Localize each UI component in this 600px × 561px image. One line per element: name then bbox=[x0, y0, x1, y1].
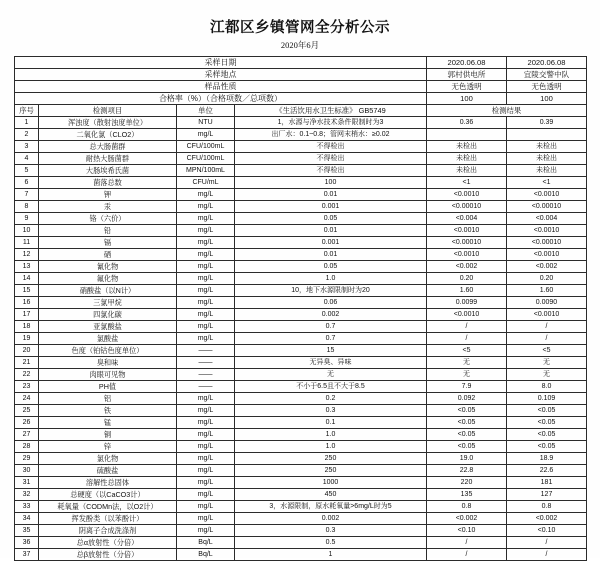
cell-standard: 1，水源与净水技术条件限制时为3 bbox=[235, 117, 427, 129]
cell-result-1: <1 bbox=[427, 177, 507, 189]
cell-result-2: <5 bbox=[507, 345, 587, 357]
cell-index: 1 bbox=[15, 117, 39, 129]
cell-result-1 bbox=[427, 129, 507, 141]
table-row-header-sample bbox=[15, 81, 587, 93]
cell-index: 20 bbox=[15, 345, 39, 357]
cell-unit: mg/L bbox=[177, 453, 235, 465]
header-label-pass-rate: 合格率（%）（合格项数／总项数） bbox=[15, 93, 427, 105]
cell-unit: mg/L bbox=[177, 261, 235, 273]
cell-standard: 无异臭、异味 bbox=[235, 357, 427, 369]
cell-result-2: 未检出 bbox=[507, 141, 587, 153]
table-row bbox=[15, 393, 587, 405]
cell-result-1: <0.0010 bbox=[427, 249, 507, 261]
cell-result-2: <0.0010 bbox=[507, 249, 587, 261]
cell-unit: mg/L bbox=[177, 333, 235, 345]
cell-item-name: 铜 bbox=[39, 429, 177, 441]
table-row bbox=[15, 249, 587, 261]
cell-result-2: <0.002 bbox=[507, 261, 587, 273]
cell-standard: 1.0 bbox=[235, 441, 427, 453]
cell-unit: Bq/L bbox=[177, 549, 235, 561]
cell-unit: NTU bbox=[177, 117, 235, 129]
header-value-pass-rate-1: 100 bbox=[427, 93, 507, 105]
cell-unit: Bq/L bbox=[177, 537, 235, 549]
cell-standard: 无 bbox=[235, 369, 427, 381]
cell-unit: mg/L bbox=[177, 249, 235, 261]
cell-result-1: <0.00010 bbox=[427, 201, 507, 213]
cell-item-name: 氯酸盐 bbox=[39, 333, 177, 345]
cell-result-1: <0.0010 bbox=[427, 225, 507, 237]
cell-result-2: 127 bbox=[507, 489, 587, 501]
cell-result-1: <0.10 bbox=[427, 525, 507, 537]
cell-result-2: / bbox=[507, 549, 587, 561]
cell-standard: 0.01 bbox=[235, 189, 427, 201]
table-row bbox=[15, 237, 587, 249]
cell-index: 12 bbox=[15, 249, 39, 261]
cell-result-2: <0.05 bbox=[507, 417, 587, 429]
cell-index: 6 bbox=[15, 177, 39, 189]
cell-item-name: 菌落总数 bbox=[39, 177, 177, 189]
table-row bbox=[15, 549, 587, 561]
table-body bbox=[15, 117, 587, 561]
cell-result-1: <0.05 bbox=[427, 417, 507, 429]
column-header-result: 检测结果 bbox=[427, 105, 587, 117]
cell-result-1: <0.0010 bbox=[427, 309, 507, 321]
cell-index: 28 bbox=[15, 441, 39, 453]
cell-unit: MPN/100mL bbox=[177, 165, 235, 177]
cell-standard: 450 bbox=[235, 489, 427, 501]
cell-unit: mg/L bbox=[177, 513, 235, 525]
table-row bbox=[15, 417, 587, 429]
cell-standard: 不得检出 bbox=[235, 141, 427, 153]
table-row bbox=[15, 297, 587, 309]
table-column-headers bbox=[15, 105, 587, 117]
cell-unit: mg/L bbox=[177, 417, 235, 429]
cell-result-1: <0.0010 bbox=[427, 189, 507, 201]
cell-item-name: 铁 bbox=[39, 405, 177, 417]
column-header-unit: 单位 bbox=[177, 105, 235, 117]
table-row bbox=[15, 333, 587, 345]
cell-result-1: / bbox=[427, 333, 507, 345]
table-row bbox=[15, 381, 587, 393]
table-row bbox=[15, 369, 587, 381]
cell-result-2: 0.8 bbox=[507, 501, 587, 513]
cell-unit: CFU/100mL bbox=[177, 141, 235, 153]
cell-result-2: 8.0 bbox=[507, 381, 587, 393]
table-row bbox=[15, 513, 587, 525]
cell-result-2: 未检出 bbox=[507, 165, 587, 177]
cell-unit: mg/L bbox=[177, 501, 235, 513]
cell-index: 27 bbox=[15, 429, 39, 441]
header-value-pass-rate-2: 100 bbox=[507, 93, 587, 105]
cell-result-1: <0.004 bbox=[427, 213, 507, 225]
cell-standard: 1000 bbox=[235, 477, 427, 489]
cell-result-2: <0.00010 bbox=[507, 237, 587, 249]
cell-result-1: 0.0099 bbox=[427, 297, 507, 309]
cell-item-name: 总α放射性（分倍） bbox=[39, 537, 177, 549]
cell-unit: —— bbox=[177, 381, 235, 393]
cell-result-1: 无 bbox=[427, 369, 507, 381]
cell-result-1: 未检出 bbox=[427, 141, 507, 153]
cell-index: 13 bbox=[15, 261, 39, 273]
cell-standard: 0.2 bbox=[235, 393, 427, 405]
cell-standard: 不小于6.5且不大于8.5 bbox=[235, 381, 427, 393]
cell-result-2: 1.60 bbox=[507, 285, 587, 297]
cell-unit: mg/L bbox=[177, 129, 235, 141]
cell-index: 8 bbox=[15, 201, 39, 213]
table-row bbox=[15, 429, 587, 441]
cell-result-2: <0.002 bbox=[507, 513, 587, 525]
cell-unit: mg/L bbox=[177, 201, 235, 213]
cell-result-2: / bbox=[507, 537, 587, 549]
header-value-location-2: 宜陵交警中队 bbox=[507, 69, 587, 81]
page-title: 江都区乡镇管网全分析公示 bbox=[210, 20, 390, 36]
table-row bbox=[15, 357, 587, 369]
cell-unit: mg/L bbox=[177, 393, 235, 405]
cell-item-name: 大肠埃希氏菌 bbox=[39, 165, 177, 177]
table-row bbox=[15, 201, 587, 213]
cell-unit: mg/L bbox=[177, 429, 235, 441]
cell-standard: 出厂水：0.1~0.8；管网末梢水：≥0.02 bbox=[235, 129, 427, 141]
cell-item-name: 二氧化氯（CLO2） bbox=[39, 129, 177, 141]
cell-result-2: <0.00010 bbox=[507, 201, 587, 213]
cell-unit: mg/L bbox=[177, 309, 235, 321]
cell-result-1: 1.60 bbox=[427, 285, 507, 297]
cell-item-name: 氯化物 bbox=[39, 453, 177, 465]
cell-item-name: 铬（六价） bbox=[39, 213, 177, 225]
cell-unit: mg/L bbox=[177, 225, 235, 237]
cell-standard: 1.0 bbox=[235, 273, 427, 285]
cell-result-2: 无 bbox=[507, 357, 587, 369]
cell-standard: 15 bbox=[235, 345, 427, 357]
cell-index: 21 bbox=[15, 357, 39, 369]
table-row bbox=[15, 309, 587, 321]
cell-item-name: 铝 bbox=[39, 393, 177, 405]
table-row bbox=[15, 453, 587, 465]
cell-item-name: 总硬度（以CaCO3计） bbox=[39, 489, 177, 501]
cell-item-name: 氟化物 bbox=[39, 273, 177, 285]
cell-unit: mg/L bbox=[177, 489, 235, 501]
cell-result-1: <0.002 bbox=[427, 513, 507, 525]
table-row bbox=[15, 345, 587, 357]
cell-item-name: 锰 bbox=[39, 417, 177, 429]
cell-standard: 10，地下水源限制时为20 bbox=[235, 285, 427, 297]
cell-standard: 0.5 bbox=[235, 537, 427, 549]
cell-item-name: 挥发酚类（以苯酚计） bbox=[39, 513, 177, 525]
table-row bbox=[15, 321, 587, 333]
cell-item-name: 肉眼可见物 bbox=[39, 369, 177, 381]
cell-standard: 3，水源限制，原水耗氧量>6mg/L时为5 bbox=[235, 501, 427, 513]
cell-unit: —— bbox=[177, 369, 235, 381]
cell-item-name: 三氯甲烷 bbox=[39, 297, 177, 309]
header-value-sample-1: 无色透明 bbox=[427, 81, 507, 93]
cell-item-name: 钾 bbox=[39, 189, 177, 201]
cell-result-1: <0.00010 bbox=[427, 237, 507, 249]
cell-index: 32 bbox=[15, 489, 39, 501]
cell-standard: 0.1 bbox=[235, 417, 427, 429]
table-row bbox=[15, 405, 587, 417]
cell-index: 14 bbox=[15, 273, 39, 285]
cell-item-name: 溶解性总固体 bbox=[39, 477, 177, 489]
cell-unit: mg/L bbox=[177, 525, 235, 537]
cell-standard: 250 bbox=[235, 453, 427, 465]
cell-item-name: 汞 bbox=[39, 201, 177, 213]
cell-standard: 0.002 bbox=[235, 309, 427, 321]
cell-item-name: 铅 bbox=[39, 225, 177, 237]
cell-unit: mg/L bbox=[177, 189, 235, 201]
cell-result-1: <5 bbox=[427, 345, 507, 357]
cell-unit: mg/L bbox=[177, 477, 235, 489]
cell-result-1: <0.05 bbox=[427, 429, 507, 441]
cell-index: 7 bbox=[15, 189, 39, 201]
cell-index: 16 bbox=[15, 297, 39, 309]
header-value-date-1: 2020.06.08 bbox=[427, 57, 507, 69]
cell-unit: CFU/mL bbox=[177, 177, 235, 189]
table-row bbox=[15, 273, 587, 285]
cell-standard: 100 bbox=[235, 177, 427, 189]
table-row bbox=[15, 177, 587, 189]
cell-result-1: <0.05 bbox=[427, 405, 507, 417]
cell-item-name: 亚氯酸盐 bbox=[39, 321, 177, 333]
cell-standard: 1.0 bbox=[235, 429, 427, 441]
cell-result-2: <0.05 bbox=[507, 429, 587, 441]
cell-result-2: 未检出 bbox=[507, 153, 587, 165]
cell-item-name: PH值 bbox=[39, 381, 177, 393]
cell-result-2: 22.6 bbox=[507, 465, 587, 477]
header-value-sample-2: 无色透明 bbox=[507, 81, 587, 93]
cell-result-1: 19.0 bbox=[427, 453, 507, 465]
cell-result-2: 181 bbox=[507, 477, 587, 489]
cell-result-2: 0.109 bbox=[507, 393, 587, 405]
cell-index: 9 bbox=[15, 213, 39, 225]
table-row bbox=[15, 129, 587, 141]
table-row bbox=[15, 537, 587, 549]
cell-unit: CFU/100mL bbox=[177, 153, 235, 165]
cell-item-name: 氰化物 bbox=[39, 261, 177, 273]
cell-item-name: 色度（铂钴色度单位） bbox=[39, 345, 177, 357]
cell-index: 26 bbox=[15, 417, 39, 429]
cell-unit: mg/L bbox=[177, 321, 235, 333]
table-row bbox=[15, 441, 587, 453]
header-label-date: 采样日期 bbox=[15, 57, 427, 69]
cell-index: 22 bbox=[15, 369, 39, 381]
cell-item-name: 硝酸盐（以N计） bbox=[39, 285, 177, 297]
cell-result-2: <0.0010 bbox=[507, 309, 587, 321]
column-header-item: 检测项目 bbox=[39, 105, 177, 117]
cell-result-2: / bbox=[507, 333, 587, 345]
cell-result-2: 0.39 bbox=[507, 117, 587, 129]
table-row bbox=[15, 117, 587, 129]
table-row bbox=[15, 213, 587, 225]
cell-result-2 bbox=[507, 129, 587, 141]
table-row bbox=[15, 501, 587, 513]
cell-item-name: 浑浊度（散射浊度单位） bbox=[39, 117, 177, 129]
cell-item-name: 耗氧量（CODMn法，以O2计） bbox=[39, 501, 177, 513]
table-row bbox=[15, 165, 587, 177]
cell-result-1: / bbox=[427, 321, 507, 333]
table-row bbox=[15, 261, 587, 273]
cell-standard: 0.001 bbox=[235, 237, 427, 249]
cell-index: 10 bbox=[15, 225, 39, 237]
cell-result-2: <1 bbox=[507, 177, 587, 189]
cell-result-2: 18.9 bbox=[507, 453, 587, 465]
cell-result-1: 未检出 bbox=[427, 165, 507, 177]
header-label-location: 采样地点 bbox=[15, 69, 427, 81]
cell-standard: 0.01 bbox=[235, 249, 427, 261]
cell-result-2: <0.0010 bbox=[507, 189, 587, 201]
cell-standard: 1 bbox=[235, 549, 427, 561]
cell-index: 4 bbox=[15, 153, 39, 165]
cell-index: 31 bbox=[15, 477, 39, 489]
cell-result-2: <0.05 bbox=[507, 441, 587, 453]
cell-index: 2 bbox=[15, 129, 39, 141]
cell-item-name: 硫酸盐 bbox=[39, 465, 177, 477]
cell-unit: mg/L bbox=[177, 237, 235, 249]
cell-result-1: 无 bbox=[427, 357, 507, 369]
page-subtitle: 2020年6月 bbox=[280, 40, 320, 50]
table-row-header-location bbox=[15, 69, 587, 81]
cell-standard: 0.7 bbox=[235, 333, 427, 345]
cell-result-2: 无 bbox=[507, 369, 587, 381]
cell-index: 33 bbox=[15, 501, 39, 513]
header-value-location-1: 郭村供电所 bbox=[427, 69, 507, 81]
cell-item-name: 阴离子合成洗涤剂 bbox=[39, 525, 177, 537]
water-quality-table bbox=[14, 56, 587, 561]
cell-unit: mg/L bbox=[177, 297, 235, 309]
cell-result-1: 7.9 bbox=[427, 381, 507, 393]
cell-index: 15 bbox=[15, 285, 39, 297]
cell-index: 23 bbox=[15, 381, 39, 393]
cell-standard: 0.3 bbox=[235, 405, 427, 417]
column-header-standard: 《生活饮用水卫生标准》 GB5749 bbox=[235, 105, 427, 117]
cell-standard: 0.06 bbox=[235, 297, 427, 309]
cell-index: 25 bbox=[15, 405, 39, 417]
header-value-date-2: 2020.06.08 bbox=[507, 57, 587, 69]
cell-index: 5 bbox=[15, 165, 39, 177]
cell-standard: 0.01 bbox=[235, 225, 427, 237]
cell-standard: 0.05 bbox=[235, 261, 427, 273]
cell-unit: mg/L bbox=[177, 273, 235, 285]
cell-item-name: 四氯化碳 bbox=[39, 309, 177, 321]
cell-standard: 不得检出 bbox=[235, 165, 427, 177]
cell-standard: 0.3 bbox=[235, 525, 427, 537]
cell-index: 19 bbox=[15, 333, 39, 345]
cell-unit: —— bbox=[177, 345, 235, 357]
cell-unit: mg/L bbox=[177, 213, 235, 225]
cell-result-1: <0.002 bbox=[427, 261, 507, 273]
cell-result-2: 0.20 bbox=[507, 273, 587, 285]
cell-item-name: 锌 bbox=[39, 441, 177, 453]
table-row bbox=[15, 141, 587, 153]
cell-item-name: 总大肠菌群 bbox=[39, 141, 177, 153]
cell-item-name: 镉 bbox=[39, 237, 177, 249]
cell-unit: mg/L bbox=[177, 285, 235, 297]
cell-standard: 0.7 bbox=[235, 321, 427, 333]
cell-index: 36 bbox=[15, 537, 39, 549]
cell-index: 24 bbox=[15, 393, 39, 405]
table-row bbox=[15, 225, 587, 237]
cell-index: 35 bbox=[15, 525, 39, 537]
column-header-index: 序号 bbox=[15, 105, 39, 117]
cell-item-name: 耐热大肠菌群 bbox=[39, 153, 177, 165]
table-row bbox=[15, 189, 587, 201]
cell-result-1: 22.8 bbox=[427, 465, 507, 477]
table-row-header-pass-rate bbox=[15, 93, 587, 105]
cell-index: 30 bbox=[15, 465, 39, 477]
cell-result-2: 0.0090 bbox=[507, 297, 587, 309]
cell-index: 11 bbox=[15, 237, 39, 249]
cell-unit: —— bbox=[177, 357, 235, 369]
cell-item-name: 硒 bbox=[39, 249, 177, 261]
cell-unit: mg/L bbox=[177, 441, 235, 453]
cell-result-1: 未检出 bbox=[427, 153, 507, 165]
cell-standard: 不得检出 bbox=[235, 153, 427, 165]
cell-result-1: / bbox=[427, 537, 507, 549]
cell-result-1: 135 bbox=[427, 489, 507, 501]
cell-result-2: <0.0010 bbox=[507, 225, 587, 237]
cell-result-1: 0.8 bbox=[427, 501, 507, 513]
cell-unit: mg/L bbox=[177, 405, 235, 417]
cell-result-2: <0.10 bbox=[507, 525, 587, 537]
header-label-sample: 样品性质 bbox=[15, 81, 427, 93]
table-row bbox=[15, 285, 587, 297]
cell-index: 3 bbox=[15, 141, 39, 153]
cell-standard: 0.001 bbox=[235, 201, 427, 213]
table-row bbox=[15, 465, 587, 477]
cell-result-2: <0.05 bbox=[507, 405, 587, 417]
table-row bbox=[15, 525, 587, 537]
cell-standard: 0.05 bbox=[235, 213, 427, 225]
table-row-header-date bbox=[15, 57, 587, 69]
cell-index: 29 bbox=[15, 453, 39, 465]
cell-result-2: / bbox=[507, 321, 587, 333]
cell-result-1: 0.092 bbox=[427, 393, 507, 405]
cell-result-2: <0.004 bbox=[507, 213, 587, 225]
cell-result-1: 0.20 bbox=[427, 273, 507, 285]
cell-result-1: <0.05 bbox=[427, 441, 507, 453]
cell-index: 17 bbox=[15, 309, 39, 321]
cell-index: 37 bbox=[15, 549, 39, 561]
table-row bbox=[15, 477, 587, 489]
cell-standard: 0.002 bbox=[235, 513, 427, 525]
cell-item-name: 总β放射性（分倍） bbox=[39, 549, 177, 561]
cell-index: 34 bbox=[15, 513, 39, 525]
cell-result-1: / bbox=[427, 549, 507, 561]
cell-item-name: 臭和味 bbox=[39, 357, 177, 369]
cell-unit: mg/L bbox=[177, 465, 235, 477]
table-row bbox=[15, 489, 587, 501]
cell-standard: 250 bbox=[235, 465, 427, 477]
cell-result-1: 0.36 bbox=[427, 117, 507, 129]
cell-result-1: 220 bbox=[427, 477, 507, 489]
table-row bbox=[15, 153, 587, 165]
cell-index: 18 bbox=[15, 321, 39, 333]
